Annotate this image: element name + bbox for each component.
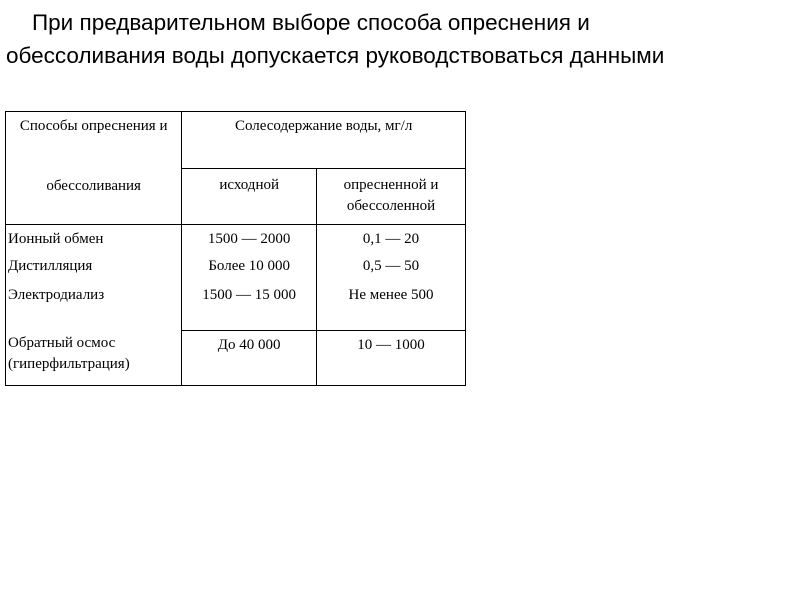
row-treated: 10 — 1000 (317, 331, 466, 386)
row-treated: 0,5 — 50 (317, 252, 466, 285)
header-salt-content: Солесодержание воды, мг/л (182, 112, 466, 169)
table-row (6, 252, 466, 285)
header-methods-line-1: Способы опреснения и (19, 118, 168, 134)
row-treated: 0,1 — 20 (317, 225, 466, 252)
row-initial: 1500 — 15 000 (182, 285, 317, 331)
row-initial: Более 10 000 (182, 252, 317, 285)
row-method: Ионный обмен (6, 225, 182, 252)
header-methods (6, 112, 182, 225)
row-initial: 1500 — 2000 (182, 225, 317, 252)
desalination-methods-table (5, 111, 466, 386)
row-initial: До 40 000 (182, 331, 317, 386)
heading-line-2: обессоливания воды допускается руководствоваться данными (6, 43, 665, 68)
table-row (6, 331, 466, 386)
heading-line-1: При предварительном выборе способа опреснения и (32, 10, 590, 35)
table-header-row (6, 112, 466, 169)
header-treated: опресненной и обессоленной (317, 168, 466, 225)
row-method: Обратный осмос (гиперфильтрация) (6, 331, 182, 386)
table-row (6, 285, 466, 331)
row-treated: Не менее 500 (317, 285, 466, 331)
slide-heading (6, 6, 796, 72)
row-method: Электродиализ (6, 285, 182, 331)
header-methods-line-2: обессоливания (46, 178, 141, 194)
row-method: Дистилляция (6, 252, 182, 285)
table-row (6, 225, 466, 252)
header-initial: исходной (182, 168, 317, 225)
